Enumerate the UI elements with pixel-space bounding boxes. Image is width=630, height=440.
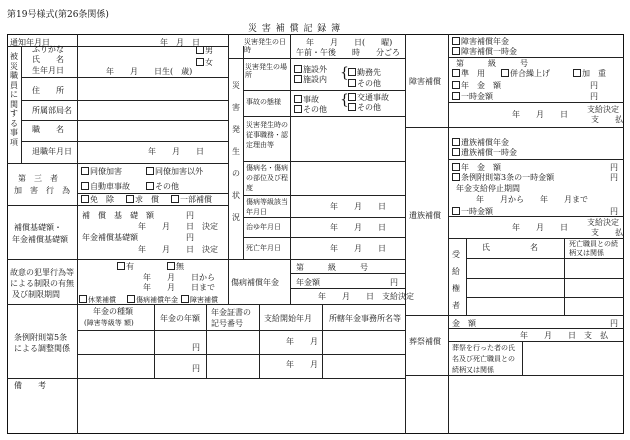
base-amount-line: 補 償 基 礎 額 [82, 211, 154, 220]
disability-yen-2: 円 [590, 92, 598, 101]
disability-label: 障害補償 [409, 77, 441, 86]
female-checkbox[interactable] [196, 58, 213, 67]
death-date[interactable]: 年 月 日 [330, 244, 386, 253]
result-opt-2[interactable]: 求 償 [126, 195, 159, 204]
dept-label: 所属部局名 [32, 106, 72, 115]
death-label: 死亡年月日 [246, 244, 281, 252]
survivor-opt-2[interactable]: 遺族補償一時金 [452, 148, 517, 157]
survivor-stop: 年金支給停止期間 [456, 184, 520, 193]
category-sub-1[interactable]: 交通事故 [348, 93, 389, 102]
disability-grade[interactable]: 第 級 号 [456, 59, 528, 68]
grade-date[interactable]: 年 月 日 [330, 202, 386, 211]
disability-decision-2: 支給決定 [587, 105, 619, 114]
survivor-yen-1: 円 [610, 163, 618, 172]
place-sub-1[interactable]: 勤務先 [348, 68, 381, 77]
place-opt-1[interactable]: 施設外 [294, 65, 327, 74]
grade-label: 傷病等級該当年月日 [246, 198, 288, 216]
pension-amount-label: 年金額 [296, 278, 320, 287]
survivor-label: 遺族補償 [409, 211, 441, 220]
pension-yen: 円 [390, 278, 398, 287]
recipient-label: 受給権者 [452, 250, 460, 310]
injury-label: 傷病名・傷病の部位及び程度 [246, 164, 288, 192]
restriction-from[interactable]: 年 月 日から [143, 273, 215, 282]
cure-label: 治ゆ年月日 [246, 223, 281, 231]
pension-label: 傷病補償年金 [231, 278, 279, 287]
disability-pension[interactable]: 年 金 額 [452, 81, 501, 90]
duty-label: 災害発生時の従事職務・認定理由等 [246, 121, 288, 149]
restriction-yes[interactable]: 有 [117, 262, 134, 271]
adjust-yen-2: 円 [192, 364, 200, 373]
cure-date[interactable]: 年 月 日 [330, 223, 386, 232]
restriction-to[interactable]: 年 月 日まで [143, 283, 215, 292]
remarks-label: 備 考 [14, 381, 46, 390]
disability-opt-1[interactable]: 障害補償年金 [452, 37, 509, 46]
adjust-h-start: 支給開始年月 [264, 314, 312, 323]
recipient-relation-header: 死亡職員との続柄又は関係 [569, 240, 618, 257]
category-label: 事故の態様 [246, 98, 281, 106]
pension-grade[interactable]: 第 級 号 [296, 263, 368, 272]
disability-lump[interactable]: 一時金額 [452, 92, 493, 101]
job-label: 職 名 [32, 125, 64, 134]
notice-date-label: 通知年月日 [10, 38, 50, 47]
base-yen-1: 円 [186, 211, 194, 220]
restriction-label-2: による制限の有無 [10, 279, 74, 288]
third-party-label-2: 加 害 行 為 [14, 186, 70, 195]
third-party-label: 第 三 者 [18, 174, 58, 183]
survivor-lump3[interactable]: 条例附則第3条の一時金額 [452, 173, 554, 182]
funeral-person: 葬祭を行った者の氏名及び死亡職員との続柄又は関係 [452, 344, 515, 374]
base-yen-2: 円 [186, 233, 194, 242]
survivor-decision[interactable]: 年 月 日 [512, 223, 568, 232]
adjust-yen-1: 円 [192, 343, 200, 352]
male-label: 男 [205, 46, 213, 55]
adjust-label-2: による調整関係 [14, 344, 70, 353]
base-decision-2[interactable]: 年 月 日 決定 [138, 245, 218, 254]
adjust-h-type-2: (障害等級等 額) [84, 319, 134, 327]
third-opt-4[interactable]: その他 [146, 182, 179, 191]
address-label: 住 所 [32, 86, 64, 95]
restriction-label: 故意の犯罪行為等 [10, 268, 74, 277]
funeral-amount-label: 金 額 [452, 319, 476, 328]
category-sub-2[interactable]: その他 [348, 103, 381, 112]
restriction-type-1[interactable]: 休業補償 [79, 295, 116, 304]
survivor-yen-3: 円 [610, 207, 618, 216]
category-brace: { [340, 92, 349, 108]
base-amount-label-2: 年金補償基礎額 [12, 235, 68, 244]
third-opt-2[interactable]: 同僚加害以外 [146, 167, 203, 176]
birth-value[interactable]: 年 月 日生( 歳) [106, 67, 193, 76]
disability-decision-3: 支 払 [591, 115, 623, 124]
disability-yen-1: 円 [590, 81, 598, 90]
restriction-type-2[interactable]: 傷病補償年金 [127, 295, 178, 304]
birth-label: 生年月日 [32, 66, 64, 75]
restriction-type-3[interactable]: 障害補償 [181, 295, 218, 304]
disaster-date[interactable]: 年 月 日( 曜) [306, 38, 393, 47]
result-opt-1[interactable]: 免 除 [81, 195, 114, 204]
adjust-h-office: 所轄年金事務所名等 [329, 314, 401, 323]
result-opt-3[interactable]: 一部補償 [171, 195, 212, 204]
disaster-time[interactable]: 午前・午後 時 分ごろ [296, 48, 400, 57]
adjust-ym-1[interactable]: 年 月 [286, 337, 318, 346]
pension-decision[interactable]: 年 月 日 支給決定 [318, 292, 414, 301]
disaster-date-label: 災害発生の日 時 [244, 38, 300, 54]
category-opt-2[interactable]: その他 [294, 105, 327, 114]
adjust-ym-2[interactable]: 年 月 [286, 360, 318, 369]
disability-opt-2[interactable]: 障害補償一時金 [452, 47, 517, 56]
restriction-no[interactable]: 無 [167, 262, 184, 271]
adjust-h-cert-2: 記号番号 [211, 319, 243, 328]
disability-decision[interactable]: 年 月 日 [512, 110, 568, 119]
survivor-opt-1[interactable]: 遺族補償年金 [452, 138, 509, 147]
place-opt-2[interactable]: 施設内 [294, 75, 327, 84]
survivor-pension[interactable]: 年 金 額 [452, 163, 501, 172]
recipient-name-header: 氏 名 [482, 243, 538, 252]
form-number: 第19号様式(第26条関係) [7, 10, 109, 20]
place-sub-2[interactable]: その他 [348, 79, 381, 88]
funeral-paid[interactable]: 年 月 日 支 払 [520, 331, 608, 340]
survivor-stop-range[interactable]: 年 月から 年 月まで [476, 195, 588, 204]
place-brace: { [340, 65, 349, 81]
page-title: 災 害 補 償 記 録 簿 [248, 24, 342, 34]
adjust-h-cert: 年金証書の [211, 308, 251, 317]
funeral-label: 葬祭補償 [409, 337, 441, 346]
base-amount-label: 補償基礎額・ [14, 223, 62, 232]
victim-section-label: 被災職員に関する事項 [10, 52, 18, 147]
retire-label: 退職年月日 [32, 147, 72, 156]
disability-sub-2[interactable]: 併合繰上げ [501, 69, 550, 78]
disability-sub-3[interactable]: 加 重 [573, 69, 606, 78]
adjust-label: 条例附則第5条 [14, 333, 68, 342]
notice-date-value[interactable]: 年 月 日 [160, 38, 200, 47]
survivor-lump[interactable]: 一時金額 [452, 207, 493, 216]
survivor-yen-2: 円 [610, 173, 618, 182]
disaster-place-label: 災害発生の場 所 [245, 63, 301, 79]
adjust-h-type: 年金の種類 [93, 307, 133, 316]
survivor-decision-3: 支 払 [591, 228, 623, 237]
funeral-yen: 円 [610, 319, 618, 328]
pension-base-line: 年金補償基礎額 [82, 233, 138, 242]
retire-value[interactable]: 年 月 日 [148, 147, 204, 156]
survivor-decision-2: 支給決定 [587, 218, 619, 227]
category-opt-1[interactable]: 事故 [294, 95, 319, 104]
restriction-label-3: 及び制限期間 [12, 290, 60, 299]
furigana-label: ふりがな [32, 45, 64, 54]
third-opt-1[interactable]: 同僚加害 [81, 167, 122, 176]
disability-sub-1[interactable]: 準 用 [452, 69, 485, 78]
disaster-section-label: 災害発生の状況 [232, 81, 240, 222]
base-decision-1[interactable]: 年 月 日 決定 [138, 222, 218, 231]
third-opt-3[interactable]: 自動車事故 [81, 182, 130, 191]
adjust-h-amount: 年金の年額 [160, 314, 200, 323]
name-label: 氏 名 [32, 55, 64, 64]
female-label: 女 [205, 58, 213, 67]
male-checkbox[interactable] [196, 46, 213, 55]
